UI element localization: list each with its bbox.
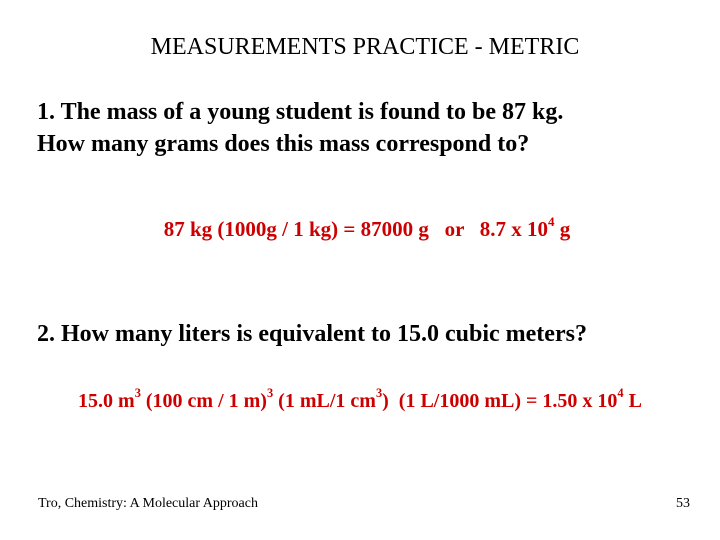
answer-1-exponent: 4: [548, 214, 555, 230]
answer-1: [0, 214, 720, 244]
answer-2-part-3: (1 mL/1 cm: [273, 390, 376, 412]
answer-2-exponent-2: 3: [266, 386, 274, 401]
footer-source: Tro, Chemistry: A Molecular Approach: [38, 496, 258, 511]
question-1-line-1: 1. The mass of a young student is found to be 87 kg.: [37, 99, 564, 125]
question-1-line-2: How many grams does this mass correspond to?: [37, 131, 530, 157]
question-1: [37, 96, 563, 160]
answer-2-part-4: ) (1 L/1000 mL) = 1.50 x 10: [382, 390, 618, 412]
slide-title: MEASUREMENTS PRACTICE - METRIC: [150, 34, 580, 60]
answer-2-part-1: 15.0 m: [78, 390, 135, 412]
answer-2-part-2: (100 cm / 1 m): [140, 390, 267, 412]
answer-2: [0, 386, 720, 416]
answer-2-exponent-4: 4: [617, 386, 624, 401]
answer-1-part-1: 87 kg (1000g / 1 kg) = 87000 g or 8.7 x 10: [163, 217, 549, 241]
answer-2-exponent-1: 3: [134, 386, 141, 401]
answer-2-part-5: L: [623, 390, 642, 412]
page-number: 53: [676, 496, 690, 511]
answer-2-exponent-3: 3: [375, 386, 383, 401]
question-2: 2. How many liters is equivalent to 15.0 cubic meters?: [37, 321, 587, 347]
answer-1-part-2: g: [554, 217, 571, 241]
